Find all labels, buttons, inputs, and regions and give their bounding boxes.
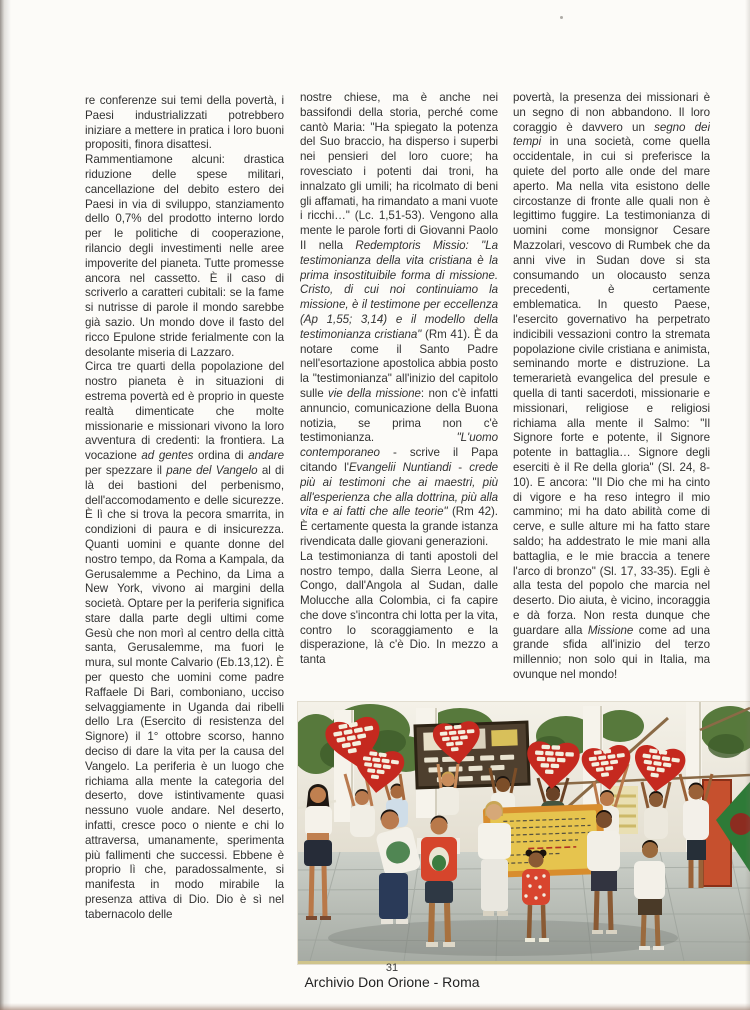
- scan-edge-left: [0, 0, 11, 1010]
- scan-speck: [560, 16, 563, 19]
- paragraph: Rammentiamone alcuni: drastica riduzione delle spese militari, cancellazione del debito estero dei Paesi in via di sviluppo, stanziamento dello 0,7% del prodotto interno lordo per le politiche di cooperazione, rilancio degli investimenti nelle aree impoverite del pianeta. Tutte promesse ancora nel cassetto. È il caso di scriverlo a caratteri cubitali: se la fame si nutrisse di parole il mondo sarebbe già sazio. Un mondo dove il fasto del ricco Epulone stride ferialmente con la desolante miseria di Lazzaro.: [85, 153, 284, 359]
- scan-edge-right: [745, 0, 750, 1010]
- paragraph: nostre chiese, ma è anche nei bassifondi della storia, perché come cantò Maria: "Ha spiegato la potenza del Suo braccio, ha disperso i superbi nei pensieri del loro cuore; ha rovesciato i potenti dai troni, ha innalzato gli umili; ha ricolmato di beni gli affamati, ha rimandato a mani vuote i ricchi…" (Lc. 1,51-53). Vengono alla mente le parole forti di Giovanni Paolo II nella Redemptoris Missio: "La testimonianza della vita cristiana è la prima insostituibile forma di missione. Cristo, di cui noi continuiamo la missione, è il testimone per eccellenza (Ap 1,55; 3,14) e il modello della testimonianza cristiana" (Rm 41). È da notare come il Santo Padre nell'esortazione apostolica abbia posto la "testimonianza" all'inizio del capitolo sulle vie della missione: non c'è infatti annuncio, comunicazione della Buona notizia, se prima non c'è testimonianza. "L'uomo contemporaneo - scrive il Papa citando l'Evangelii Nuntiandi - crede più ai testimoni che ai maestri, più all'esperienza che alla dottrina, più alla vita e ai fatti che alle teorie" (Rm 42). È certamente questa la grande istanza rivendicata dalle giovani generazioni.: [300, 91, 498, 548]
- article-photo: [298, 702, 750, 964]
- page-number: 31: [385, 962, 399, 974]
- scan-edge-bottom: [0, 1003, 750, 1010]
- article-column-1: [85, 94, 284, 923]
- page-footer: [0, 962, 750, 990]
- photo-scene: [298, 702, 750, 961]
- paragraph: povertà, la presenza dei missionari è un segno di non abbandono. Il loro coraggio è davvero un segno dei tempi in una società, come quella occidentale, in cui si preferisce la quiete del porto alle onde del mare aperto. Ma nella vita esistono delle circostanze di fronte alle quali non è legittimo fuggire. La testimonianza di uomini come monsignor Cesare Mazzolari, vescovo di Rumbek che da anni vive in Sudan dove si sta consumando un olocausto senza precedenti, è certamente emblematica. In questo Paese, l'esercito governativo ha perpetrato indicibili vessazioni contro la stremata popolazione civile cristiana e animista, seminando morte e distruzione. La temerarietà evangelica del presule e quella di tanti sacerdoti, missionarie e missionari, religiose e religiosi richiama alla mente il Salmo: "Il Signore forte e potente, il Signore potente in battaglia… Signore degli eserciti è il Re della gloria" (Sl. 24, 8-10). E ancora: "Il Dio che mi ha cinto di vigore e ha reso integro il mio cammino; mi ha dato abilità come di cerve, e sulle alture mi ha fatto stare saldo; ha addestrato le mie mani alla battaglia, e le mie braccia a tenere l'arco di bronzo" (Sl. 17, 33-35). Egli è alla testa del popolo che marcia nel deserto. Dio aiuta, è vicino, incoraggia e dà forza. Non resta dunque che guardare alla Missione come ad una grande sfida all'inizio del terzo millennio; non solo qui in Italia, ma ovunque nel mondo!: [513, 91, 710, 682]
- paragraph: La testimonianza di tanti apostoli del nostro tempo, dalla Sierra Leone, al Congo, dall'Angola al Sudan, dalle Molucche alla Colombia, ci fa capire che dove s'incontra chi lotta per la vita, contro lo scoraggiamento e la disperazione, là c'è Dio. In mezzo a tanta: [300, 549, 498, 667]
- paragraph: Circa tre quarti della popolazione del nostro pianeta è in situazioni di estrema povertà ed è proprio in queste realtà dimenticate che molte missionarie e missionari vivono la loro avventura di credenti: la frontiera. La vocazione ad gentes ordina di andare per spezzare il pane del Vangelo al di là dei bastioni del perbenismo, dell'accomodamento e delle sicurezze. È lì che si trova la pecora smarrita, in condizioni di paura e di insicurezza. Quanti uomini e quante donne del nostro tempo, da Roma a Kampala, da Gerusalemme a Pechino, da Lima a New York, vivono ai margini della società. Optare per la periferia significa stare dalla parte degli ultimi come Gesù che non morì al centro della città santa, Gerusalemme, ma fuori le mura, sul monte Calvario (Eb.13,12). È per questo che uomini come padre Raffaele Di Bari, comboniano, ucciso selvaggiamente in Uganda dai ribelli dello Lra (Esercito di resistenza del Signore) il 1° ottobre scorso, hanno deciso di dare la vita per la causa del Vangelo. La periferia è un luogo che richiama alla mente la categoria del deserto, dove istintivamente quasi nessuno vuole andare. Nel deserto, infatti, cresce poco o niente e chi lo attraversa, umanamente, sperimenta più fallimenti che successi. Ebbene è proprio lì che, paradossalmente, si manifesta in modo mirabile la presenza attiva di Dio. Dio è sì nel tabernacolo delle: [85, 360, 284, 921]
- group-shadow: [328, 920, 678, 956]
- article-column-3: [513, 91, 710, 683]
- paragraph: re conferenze sui temi della povertà, i Paesi industrializzati potrebbero iniziare a mettere in pratica i loro buoni propositi, finora disattesi.: [85, 94, 284, 152]
- archive-credit: Archivio Don Orione - Roma: [304, 974, 480, 990]
- article-column-2: [300, 91, 498, 668]
